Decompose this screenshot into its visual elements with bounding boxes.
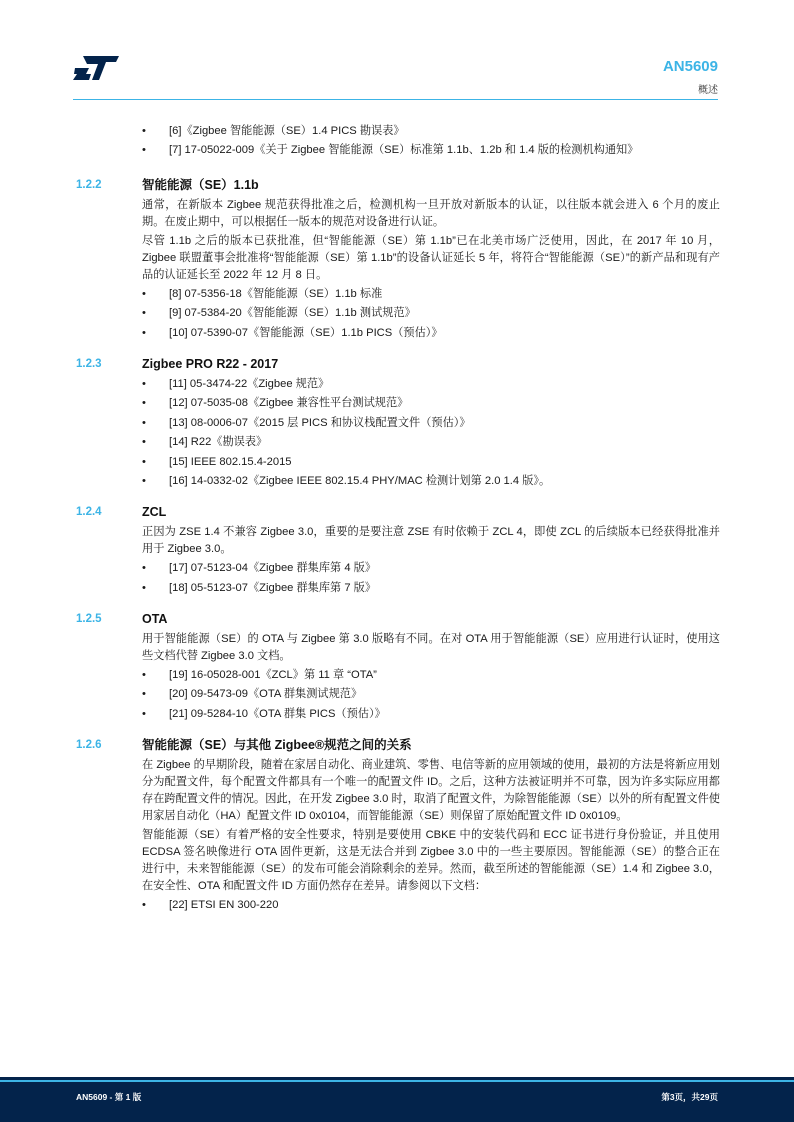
- list-item: • [6]《Zigbee 智能能源（SE）1.4 PICS 勘误表》: [142, 123, 720, 140]
- page-content: [76, 123, 720, 917]
- section-title: OTA: [142, 612, 168, 627]
- bullet-icon: •: [142, 474, 146, 487]
- list-item: • [17] 07-5123-04《Zigbee 群集库第 4 版》: [142, 560, 720, 577]
- section-number: 1.2.6: [76, 739, 102, 752]
- reference-list: [142, 376, 720, 490]
- bullet-icon: •: [142, 326, 146, 339]
- section-title: 智能能源（SE）与其他 Zigbee®规范之间的关系: [142, 738, 412, 753]
- section-number: 1.2.4: [76, 506, 102, 519]
- list-item: • [9] 07-5384-20《智能能源（SE）1.1b 测试规范》: [142, 305, 720, 322]
- bullet-icon: •: [142, 287, 146, 300]
- footer-page-number: 第3页，共29页: [661, 1092, 718, 1102]
- bullet-icon: •: [142, 455, 146, 468]
- bullet-icon: •: [142, 581, 146, 594]
- list-item: • [11] 05-3474-22《Zigbee 规范》: [142, 376, 720, 393]
- section-1-2-3: [76, 354, 720, 490]
- reference-list: [142, 897, 720, 914]
- document-id: AN5609: [662, 58, 718, 75]
- section-title: 智能能源（SE）1.1b: [142, 177, 259, 192]
- paragraph: 智能能源（SE）有着严格的安全性要求，特别是要使用 CBKE 中的安装代码和 ECC 证书进行身份验证，并且使用 ECDSA 签名映像进行 OTA 固件更新，这是无法合并到 Zigbee 3.0 中的一些主要原因。智能能源（SE）的整合正在进行中，未来智能能源（SE）的发布可能会消除剩余的差异。然而，截至所述的智能能源（SE）1.4 和 Zigbee 3.0，在安全性、OTA 和配置文件 ID 方面仍然存在差异。请参阅以下文档：: [142, 829, 720, 893]
- paragraph: 通常，在新版本 Zigbee 规范获得批准之后，检测机构一旦开放对新版本的认证，以往版本就会进入 6 个月的废止期。在废止期中，可以根据任一版本的规范对设备进行认证。: [142, 198, 720, 228]
- list-item: • [15] IEEE 802.15.4-2015: [142, 454, 720, 471]
- st-logo-icon: [73, 54, 121, 82]
- section-title: Zigbee PRO R22 - 2017: [142, 356, 279, 371]
- reference-list: [142, 667, 720, 723]
- bullet-icon: •: [142, 707, 146, 720]
- section-1-2-4: [76, 502, 720, 596]
- paragraph: 尽管 1.1b 之后的版本已获批准，但“智能能源（SE）第 1.1b”已在北美市场广泛使用，因此，在 2017 年 10 月，Zigbee 联盟董事会批准将“智能能源（SE）第 1.1b”的设备认证延长 5 年，将符合“智能能源（SE）”的新产品和现有产品的认证延长至 2022 年 12 月 8 日。: [142, 234, 720, 281]
- list-item: • [20] 09-5473-09《OTA 群集测试规范》: [142, 686, 720, 703]
- section-1-2-5: [76, 609, 720, 723]
- paragraph: 正因为 ZSE 1.4 不兼容 Zigbee 3.0，重要的是要注意 ZSE 有时依赖于 ZCL 4，即使 ZCL 的后续版本已经获得批准并用于 Zigbee 3.0。: [142, 526, 720, 556]
- paragraph: 用于智能能源（SE）的 OTA 与 Zigbee 第 3.0 版略有不同。在对 OTA 用于智能能源（SE）应用进行认证时，使用这些文档代替 Zigbee 3.0 文档。: [142, 633, 720, 663]
- paragraph: 在 Zigbee 的早期阶段，随着在家居自动化、商业建筑、零售、电信等新的应用领域的使用，最初的方法是将新应用划分为配置文件，每个配置文件都具有一个唯一的配置文件 ID。之后，这种方法被证明并不可靠，因为许多实际应用都存在跨配置文件的情况。因此，在开发 Zigbee 3.0 时，取消了配置文件，为除智能能源（SE）以外的所有配置文件使用家居自动化（HA）配置文件 ID 0x0104，而智能能源（SE）则保留了原始配置文件 ID 0x0109。: [142, 759, 720, 823]
- list-item: • [16] 14-0332-02《Zigbee IEEE 802.15.4 PHY/MAC 检测计划第 2.0 1.4 版》。: [142, 473, 720, 490]
- header-section-name: 概述: [698, 85, 718, 96]
- footer-revision: AN5609 - 第 1 版: [76, 1092, 142, 1102]
- reference-list: [142, 123, 720, 159]
- bullet-icon: •: [142, 416, 146, 429]
- list-item: • [8] 07-5356-18《智能能源（SE）1.1b 标准: [142, 286, 720, 303]
- section-1-2-2: [76, 175, 720, 342]
- list-item: • [21] 09-5284-10《OTA 群集 PICS（预估）》: [142, 706, 720, 723]
- section-number: 1.2.5: [76, 613, 102, 626]
- section-1-2-6: [76, 735, 720, 914]
- reference-list: [142, 560, 720, 596]
- bullet-icon: •: [142, 377, 146, 390]
- intro-references: [76, 123, 720, 159]
- list-item: • [13] 08-0006-07《2015 层 PICS 和协议栈配置文件（预估）》: [142, 415, 720, 432]
- list-item: • [7] 17-05022-009《关于 Zigbee 智能能源（SE）标准第 1.1b、1.2b 和 1.4 版的检测机构通知》: [142, 142, 720, 159]
- reference-list: [142, 286, 720, 342]
- bullet-icon: •: [142, 562, 146, 575]
- footer-accent-line: [0, 1080, 794, 1082]
- bullet-icon: •: [142, 669, 146, 682]
- bullet-icon: •: [142, 307, 146, 320]
- bullet-icon: •: [142, 436, 146, 449]
- bullet-icon: •: [142, 144, 146, 157]
- bullet-icon: •: [142, 125, 146, 137]
- section-title: ZCL: [142, 505, 167, 520]
- header-divider: [73, 99, 718, 100]
- list-item: • [14] R22《勘误表》: [142, 434, 720, 451]
- list-item: • [19] 16-05028-001《ZCL》第 11 章 “OTA”: [142, 667, 720, 684]
- bullet-icon: •: [142, 397, 146, 410]
- list-item: • [10] 07-5390-07《智能能源（SE）1.1b PICS（预估）》: [142, 325, 720, 342]
- section-number: 1.2.2: [76, 178, 102, 191]
- section-number: 1.2.3: [76, 357, 102, 370]
- bullet-icon: •: [142, 899, 146, 912]
- list-item: • [12] 07-5035-08《Zigbee 兼容性平台测试规范》: [142, 395, 720, 412]
- list-item: • [18] 05-5123-07《Zigbee 群集库第 7 版》: [142, 580, 720, 597]
- bullet-icon: •: [142, 688, 146, 701]
- list-item: • [22] ETSI EN 300-220: [142, 897, 720, 914]
